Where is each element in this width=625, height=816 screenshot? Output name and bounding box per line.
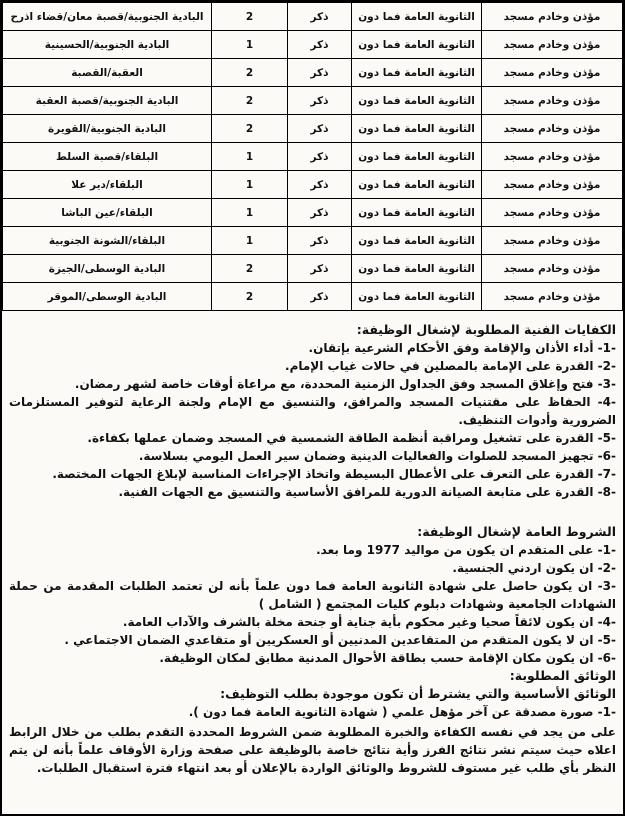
required-documents-heading: الوثائق المطلوبة: [509, 668, 616, 683]
count-cell: 1 [212, 171, 288, 199]
list-item: -1- أداء الأذان والإقامة وفق الأحكام الشرعية بإتقان. [308, 341, 616, 355]
job-title-cell: مؤذن وخادم مسجد [482, 31, 623, 59]
count-cell: 2 [212, 3, 288, 31]
section-gap [9, 501, 616, 523]
vacancies-table [2, 2, 623, 311]
gender-cell: ذكر [288, 283, 352, 311]
list-item: -2- ان يكون اردني الجنسية. [452, 561, 616, 575]
table-row [3, 87, 623, 115]
job-title-cell: مؤذن وخادم مسجد [482, 255, 623, 283]
gender-cell: ذكر [288, 87, 352, 115]
job-title-cell: مؤذن وخادم مسجد [482, 87, 623, 115]
location-cell: البلقاء/دير علا [3, 171, 212, 199]
location-cell: البادية الوسطى/الموقر [3, 283, 212, 311]
job-title-cell: مؤذن وخادم مسجد [482, 115, 623, 143]
general-conditions-heading: الشروط العامة لإشغال الوظيفة: [417, 524, 616, 539]
announcement-text [2, 311, 623, 777]
table-row [3, 283, 623, 311]
qualification-cell: الثانوية العامة فما دون [352, 59, 482, 87]
table-row [3, 115, 623, 143]
location-cell: البادية الجنوبية/قصبة العقبة [3, 87, 212, 115]
gender-cell: ذكر [288, 115, 352, 143]
location-cell: البادية الجنوبية/الحسينية [3, 31, 212, 59]
gender-cell: ذكر [288, 171, 352, 199]
count-cell: 2 [212, 115, 288, 143]
list-item: -4- ان يكون لائقاً صحيا وغير محكوم بأية جناية أو جنحة مخلة بالشرف والآداب العامة. [122, 615, 616, 629]
list-item: -4- الحفاظ على مقتنيات المسجد والمرافق، والتنسيق مع الإمام ولجنة الرعاية لتوفير المستلزمات الضرورية وأدوات التنظيف. [9, 395, 616, 427]
count-cell: 2 [212, 255, 288, 283]
count-cell: 2 [212, 59, 288, 87]
list-item: -8- القدرة على متابعة الصيانة الدورية للمرافق الأساسية والتنسيق مع الجهات الفنية. [118, 485, 616, 499]
list-item: -1- على المتقدم ان يكون من مواليد 1977 وما بعد. [316, 543, 616, 557]
job-title-cell: مؤذن وخادم مسجد [482, 143, 623, 171]
qualification-cell: الثانوية العامة فما دون [352, 283, 482, 311]
location-cell: البلقاء/الشونة الجنوبية [3, 227, 212, 255]
table-row [3, 143, 623, 171]
list-item: -5- ان لا يكون المتقدم من المتقاعدين المدنيين أو العسكريين أو متقاعدي الضمان الاجتماعي . [64, 633, 616, 647]
job-title-cell: مؤذن وخادم مسجد [482, 171, 623, 199]
closing-paragraph: على من يجد في نفسه الكفاءة والخبرة المطلوبة ضمن الشروط المحددة التقدم بطلب من خلال الرابط اعلاه حيث سيتم نشر نتائج الفرز وأية نتائج خاصة بالوظيفة على صفحة وزارة الأوقاف علماً بأنه لن يتم النظر بأي طلب غير مستوف للشروط والوثائق الواردة بالإعلان أو بعد انتهاء فترة استقبال الطلبات. [9, 725, 616, 775]
count-cell: 1 [212, 143, 288, 171]
list-item: -6- ان يكون مكان الإقامة حسب بطاقة الأحوال المدنية مطابق لمكان الوظيفة. [159, 651, 616, 665]
location-cell: العقبة/القصبة [3, 59, 212, 87]
list-item: -1- صورة مصدقة عن آخر مؤهل علمي ( شهادة الثانوية العامة فما دون ). [188, 705, 616, 719]
gender-cell: ذكر [288, 199, 352, 227]
table-row [3, 3, 623, 31]
table-row [3, 171, 623, 199]
location-cell: البادية الوسطى/الجيزة [3, 255, 212, 283]
qualification-cell: الثانوية العامة فما دون [352, 87, 482, 115]
gender-cell: ذكر [288, 59, 352, 87]
qualification-cell: الثانوية العامة فما دون [352, 115, 482, 143]
count-cell: 1 [212, 227, 288, 255]
count-cell: 2 [212, 87, 288, 115]
count-cell: 2 [212, 283, 288, 311]
table-row [3, 227, 623, 255]
list-item: -7- القدرة على التعرف على الأعطال البسيطة واتخاذ الإجراءات المناسبة لإبلاغ الجهات المختصة. [52, 467, 616, 481]
qualification-cell: الثانوية العامة فما دون [352, 171, 482, 199]
gender-cell: ذكر [288, 31, 352, 59]
qualification-cell: الثانوية العامة فما دون [352, 255, 482, 283]
location-cell: البادية الجنوبية/قصبة معان/قضاء اذرح [3, 3, 212, 31]
qualification-cell: الثانوية العامة فما دون [352, 199, 482, 227]
required-documents-subtitle: الوثائق الأساسية والتي يشترط أن تكون موجودة بطلب التوظيف: [220, 686, 616, 701]
table-row [3, 199, 623, 227]
gender-cell: ذكر [288, 3, 352, 31]
location-cell: البلقاء/عين الباشا [3, 199, 212, 227]
gender-cell: ذكر [288, 143, 352, 171]
count-cell: 1 [212, 31, 288, 59]
technical-skills-heading: الكفايات الفنية المطلوبة لإشغال الوظيفة: [356, 322, 616, 337]
list-item: -3- فتح وإغلاق المسجد وفق الجداول الزمنية المحددة، مع مراعاة أوقات خاصة لشهر رمضان. [74, 377, 616, 391]
gender-cell: ذكر [288, 227, 352, 255]
table-row [3, 59, 623, 87]
list-item: -2- القدرة على الإمامة بالمصلين في حالات غياب الإمام. [285, 359, 616, 373]
gender-cell: ذكر [288, 255, 352, 283]
list-item: -5- القدرة على تشغيل ومراقبة أنظمة الطاقة الشمسية في المسجد وضمان عملها بكفاءة. [87, 431, 616, 445]
table-row [3, 31, 623, 59]
job-title-cell: مؤذن وخادم مسجد [482, 199, 623, 227]
list-item: -6- تجهيز المسجد للصلوات والفعاليات الدينية وضمان سير العمل اليومي بسلاسة. [138, 449, 616, 463]
qualification-cell: الثانوية العامة فما دون [352, 31, 482, 59]
location-cell: البادية الجنوبية/القويرة [3, 115, 212, 143]
job-title-cell: مؤذن وخادم مسجد [482, 3, 623, 31]
qualification-cell: الثانوية العامة فما دون [352, 227, 482, 255]
list-item: -3- ان يكون حاصل على شهادة الثانوية العامة فما دون علماً بأنه لن تعتمد الطلبات المقدمة من حملة الشهادات الجامعية وشهادات دبلوم كليات المجتمع ( الشامل ) [9, 579, 616, 611]
table-row [3, 255, 623, 283]
job-title-cell: مؤذن وخادم مسجد [482, 59, 623, 87]
qualification-cell: الثانوية العامة فما دون [352, 3, 482, 31]
count-cell: 1 [212, 199, 288, 227]
location-cell: البلقاء/قصبة السلط [3, 143, 212, 171]
job-title-cell: مؤذن وخادم مسجد [482, 227, 623, 255]
qualification-cell: الثانوية العامة فما دون [352, 143, 482, 171]
job-title-cell: مؤذن وخادم مسجد [482, 283, 623, 311]
